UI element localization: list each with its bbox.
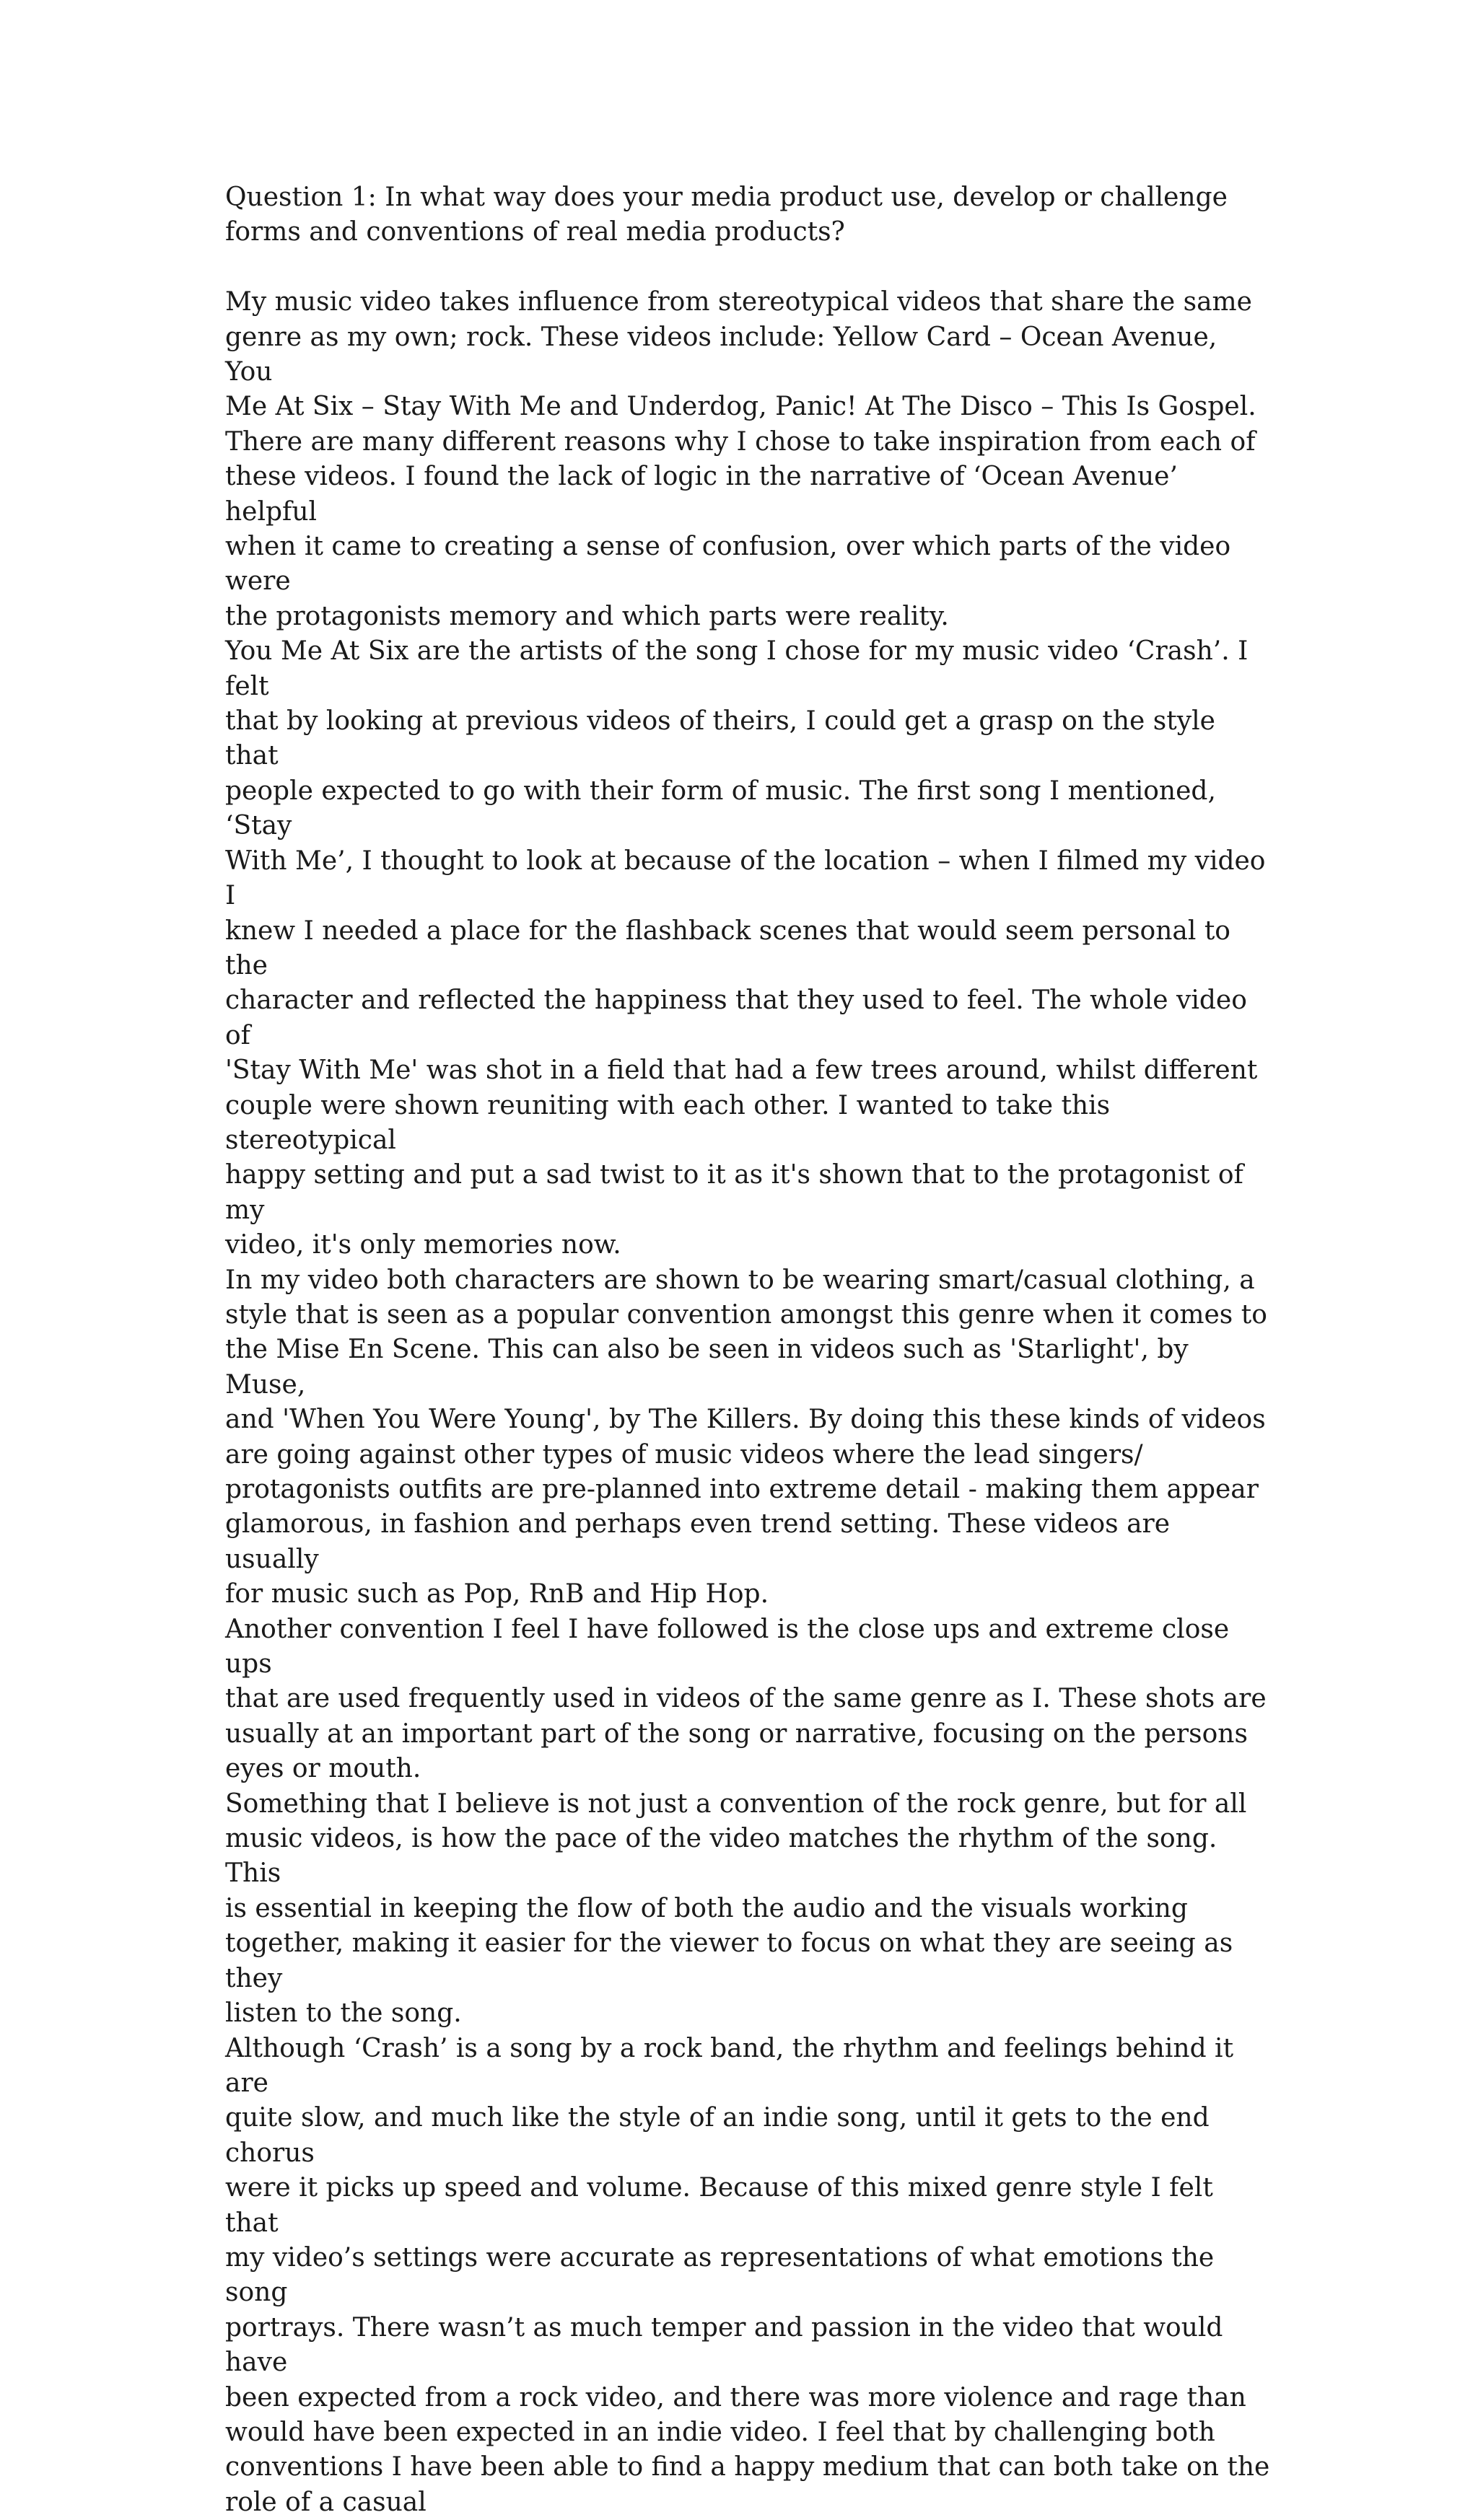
text-line: My music video takes influence from stereotypical videos that share the same [225,287,1252,317]
paragraph-clothing [225,1263,1272,1612]
text-line: There are many different reasons why I chose to take inspiration from each of [225,426,1256,457]
question-heading [225,180,1272,250]
text-line: Something that I believe is not just a convention of the rock genre, but for all [225,1788,1247,1819]
text-line: portrays. There wasn’t as much temper and passion in the video that would have [225,2312,1223,2378]
blank-line [225,250,1272,285]
text-line: style that is seen as a popular convention amongst this genre when it comes to [225,1299,1267,1330]
text-line: together, making it easier for the viewer to focus on what they are seeing as they [225,1928,1233,1993]
text-line: would have been expected in an indie video. I feel that by challenging both [225,2417,1215,2447]
text-line: usually at an important part of the song or narrative, focusing on the persons [225,1718,1248,1749]
paragraph-pace [225,1787,1272,2032]
text-line: is essential in keeping the flow of both the audio and the visuals working [225,1893,1188,1923]
text-line: quite slow, and much like the style of an indie song, until it gets to the end chorus [225,2103,1210,2168]
text-line: character and reflected the happiness that they used to feel. The whole video of [225,985,1247,1050]
text-line: and 'When You Were Young', by The Killers. By doing this these kinds of videos [225,1405,1266,1435]
text-line: happy setting and put a sad twist to it as it's shown that to the protagonist of my [225,1160,1243,1225]
text-line: are going against other types of music videos where the lead singers/ [225,1439,1143,1470]
text-line: when it came to creating a sense of confusion, over which parts of the video were [225,532,1231,597]
text-line: conventions I have been able to find a happy medium that can both take on the [225,2452,1270,2482]
text-line: the protagonists memory and which parts were reality. [225,601,949,631]
text-line: With Me’, I thought to look at because of the location – when I filmed my video I [225,846,1266,911]
text-line: genre as my own; rock. These videos include: Yellow Card – Ocean Avenue, You [225,322,1217,387]
text-line: In my video both characters are shown to be wearing smart/casual clothing, a [225,1265,1255,1295]
text-line: video, it's only memories now. [225,1230,621,1260]
text-line: for music such as Pop, RnB and Hip Hop. [225,1579,769,1610]
paragraph-artists [225,634,1272,1263]
text-line: role of a casual [225,2487,427,2517]
text-line: the Mise En Scene. This can also be seen in videos such as 'Starlight', by Muse, [225,1335,1189,1400]
text-line: were it picks up speed and volume. Because of this mixed genre style I felt that [225,2173,1213,2238]
text-line: You Me At Six are the artists of the song I chose for my music video ‘Crash’. I felt [225,636,1249,701]
text-line: been expected from a rock video, and there was more violence and rage than [225,2382,1246,2413]
text-line: that by looking at previous videos of theirs, I could get a grasp on the style that [225,706,1215,771]
paragraph-influences [225,285,1272,634]
text-line: protagonists outfits are pre-planned into extreme detail - making them appear [225,1475,1259,1505]
text-line: glamorous, in fashion and perhaps even trend setting. These videos are usually [225,1509,1171,1574]
text-line: Another convention I feel I have followed is the close ups and extreme close ups [225,1614,1230,1680]
text-line: knew I needed a place for the flashback scenes that would seem personal to the [225,916,1230,980]
text-line: that are used frequently used in videos of the same genre as I. These shots are [225,1684,1267,1714]
question-line: Question 1: In what way does your media product use, develop or challenge [225,183,1228,212]
text-line: music videos, is how the pace of the video matches the rhythm of the song. This [225,1824,1217,1889]
paragraph-close-ups [225,1612,1272,1787]
text-line: my video’s settings were accurate as representations of what emotions the song [225,2242,1215,2308]
text-line: listen to the song. [225,1998,462,2029]
text-line: Although ‘Crash’ is a song by a rock band, the rhythm and feelings behind it are [225,2033,1234,2098]
question-line: forms and conventions of real media products? [225,217,845,247]
text-line: Me At Six – Stay With Me and Underdog, Panic! At The Disco – This Is Gospel. [225,392,1256,422]
text-line: people expected to go with their form of music. The first song I mentioned, ‘Stay [225,776,1216,841]
text-line: these videos. I found the lack of logic in the narrative of ‘Ocean Avenue’ helpful [225,462,1178,527]
text-line: 'Stay With Me' was shot in a field that had a few trees around, whilst different [225,1055,1258,1086]
text-line: eyes or mouth. [225,1754,421,1784]
document-body [225,180,1272,2520]
paragraph-crash-genre [225,2032,1272,2520]
text-line: couple were shown reuniting with each other. I wanted to take this stereotypical [225,1090,1111,1155]
